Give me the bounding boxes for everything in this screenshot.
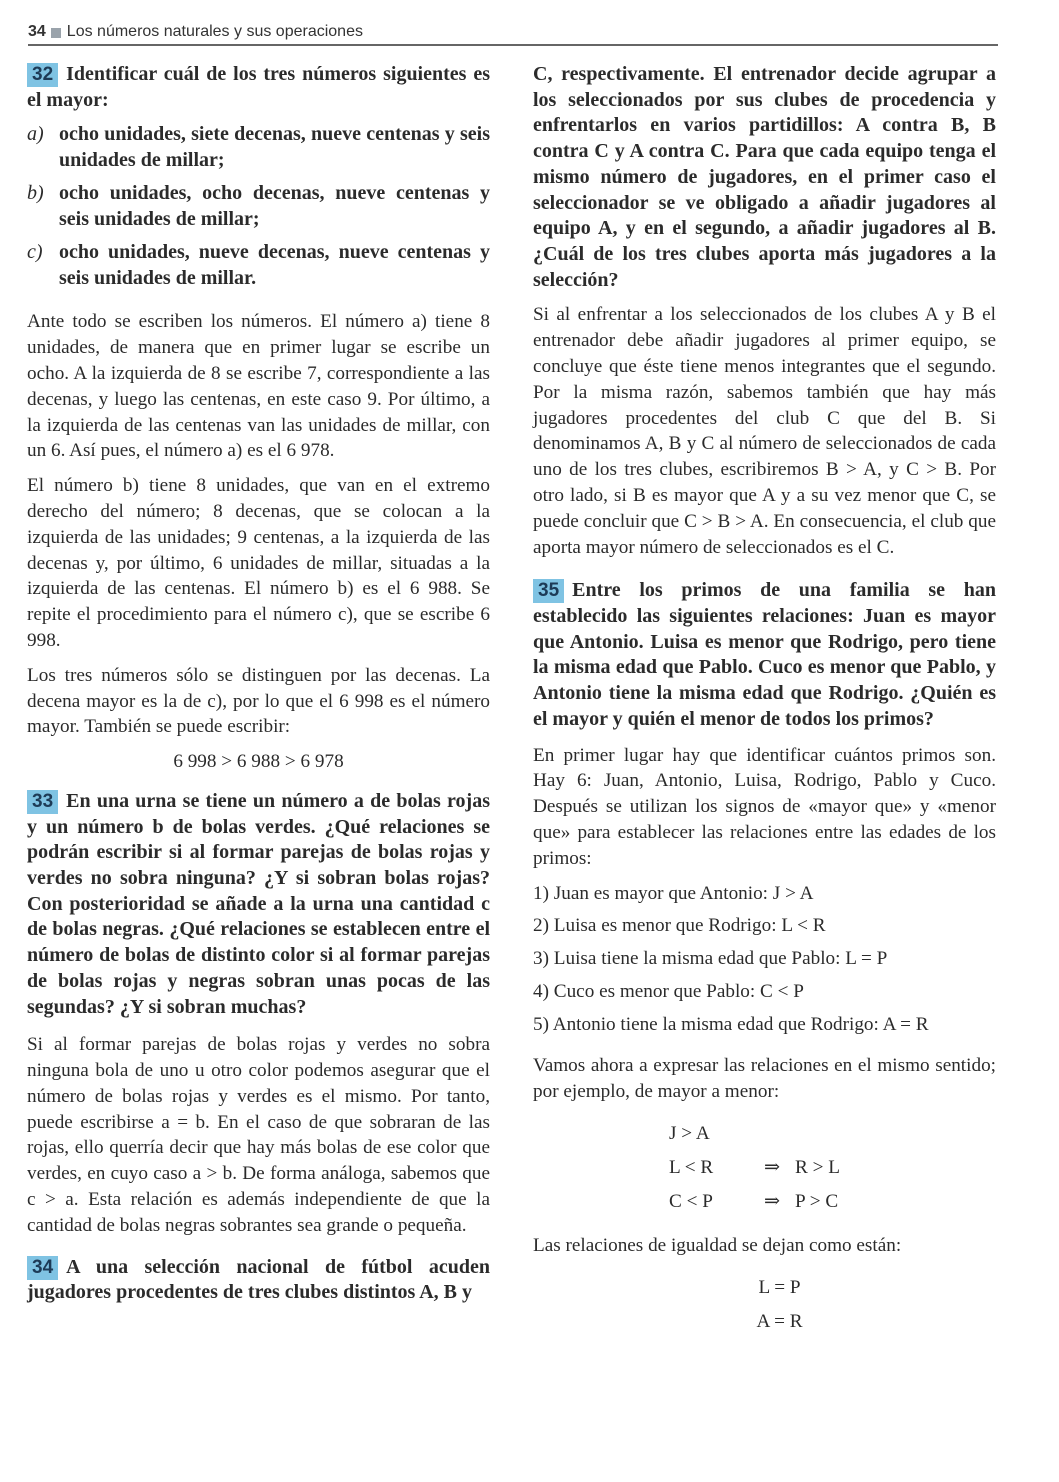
list-item: 1) Juan es mayor que Antonio: J > A	[533, 882, 814, 904]
list-item: 5) Antonio tiene la misma edad que Rodrigo: A = R	[533, 1013, 929, 1035]
option-c: c) ocho unidades, nueve decenas, nueve centenas y seis unidades de millar.	[27, 241, 490, 289]
problem-34-continuation: C, respectivamente. El entrenador decide agrupar a los seleccionados por sus clubes de procedencia y enfrentarlos en varios partidillos: A contra B, B contra C y A contra C. Para que cada equipo tenga el mismo número de jugadores, en el primer caso el seleccionador se ve obligado a añadir jugadores al equipo A, y en el segundo, a añadir jugadores al B. ¿Cuál de los tres clubes aporta más jugadores a la selección?	[533, 63, 996, 291]
answer-paragraph: Vamos ahora a expresar las relaciones en el mismo sentido; por ejemplo, de mayor a menor:	[533, 1055, 996, 1103]
answer-paragraph: Las relaciones de igualdad se dejan como están:	[533, 1235, 902, 1257]
implies-icon: ⇒	[763, 1157, 781, 1179]
answer-paragraph: Si al formar parejas de bolas rojas y verdes no sobra ninguna bola de uno u otro color podemos asegurar que el número de bolas rojas y verdes es el mismo. Por tanto, puede escribirse a = b. En el caso de que sobraran de las rojas, ello querría decir que hay más bolas de ese color que verdes, en cuyo caso a > b. De forma análoga, sabemos que c > a. Esta relación es además independiente de que la cantidad de bolas negras sobrantes sea grande o pequeña.	[27, 1034, 490, 1236]
problem-35-question: 35 Entre los primos de una familia se han establecido las siguientes relaciones: Juan es mayor que Antonio. Luisa es menor que Rodrigo, pero tiene la misma edad que Pablo. Cuco es menor que Pablo, y Antonio tiene la misma edad que Rodrigo. ¿Quién es el mayor y quién el menor de todos los primos?	[533, 579, 996, 730]
problem-number-badge: 32	[27, 63, 58, 87]
problem-number-badge: 33	[27, 790, 58, 814]
problem-number-badge: 34	[27, 1256, 58, 1280]
problem-33-question: 33 En una urna se tiene un número a de bolas rojas y un número b de bolas verdes. ¿Qué relaciones se podrán escribir si al formar parejas de bolas rojas y verdes no sobra ninguna? ¿Y si sobran bolas rojas? Con posterioridad se añade a la urna una cantidad c de bolas negras. ¿Qué relaciones se establecen entre el número de bolas de distinto color si al formar parejas de bolas rojas y negras sobran unas pocas de las segundas? ¿Y si sobran muchas?	[27, 789, 490, 1018]
answer-paragraph: Si al enfrentar a los seleccionados de los clubes A y B el entrenador debe añadir jugadores al primer equipo, se concluye que éste tiene menos integrantes que el segundo. Por la misma razón, sabemos también que hay más jugadores procedentes del club C que del B. Si denominamos A, B y C al número de seleccionados de cada uno de los tres clubes, escribiremos B > A, y C > B. Por otro lado, si B es mayor que A y a su vez menor que C, se puede concluir que C > B > A. En consecuencia, el club que aporta mayor número de seleccionados es el C.	[533, 304, 996, 558]
relations-list	[533, 881, 996, 1038]
equality: L = P	[758, 1276, 801, 1298]
list-item: 2) Luisa es menor que Rodrigo: L < R	[533, 915, 826, 937]
header-square-icon	[51, 28, 61, 38]
problem-32-question: 32 Identificar cuál de los tres números siguientes es el mayor:	[27, 63, 490, 111]
problem-number-badge: 35	[533, 579, 564, 603]
page-number: 34	[28, 23, 46, 40]
relation-row: L < R ⇒ R > L	[669, 1151, 996, 1185]
page-header	[28, 18, 998, 46]
right-column	[533, 62, 996, 1339]
relation-row: J > A	[669, 1123, 710, 1145]
relation-row: C < P ⇒ P > C	[669, 1185, 996, 1219]
chapter-title: Los números naturales y sus operaciones	[66, 23, 363, 40]
option-a: a) ocho unidades, siete decenas, nueve centenas y seis unidades de millar;	[27, 123, 490, 171]
problem-34-question: 34 A una selección nacional de fútbol acuden jugadores procedentes de tres clubes distintos A, B y	[27, 1255, 490, 1304]
answer-paragraph: Los tres números sólo se distinguen por las decenas. La decena mayor es la de c), por lo que el 6 998 es el número mayor. También se puede escribir:	[27, 664, 490, 738]
option-b: b) ocho unidades, ocho decenas, nueve centenas y seis unidades de millar;	[27, 182, 490, 230]
relations-block	[669, 1117, 996, 1219]
inequality-formula: 6 998 > 6 988 > 6 978	[173, 751, 344, 773]
left-column	[27, 62, 490, 1315]
equality: A = R	[756, 1310, 803, 1332]
answer-paragraph: En primer lugar hay que identificar cuántos primos son. Hay 6: Juan, Antonio, Luisa, Rodrigo, Pablo y Cuco. Después se utilizan los signos de «mayor que» y «menor que» para establecer las relaciones entre las edades de los primos:	[533, 744, 996, 869]
answer-paragraph: El número b) tiene 8 unidades, que van en el extremo derecho del número; 8 decenas, que se colocan a la izquierda de las unidades; 9 centenas, a la izquierda de las decenas y, por último, 6 unidades de millar, situadas a la izquierda de las centenas. El número b) es el 6 988. Se repite el procedimiento para el número c), que se escribe 6 998.	[27, 475, 490, 651]
list-item: 4) Cuco es menor que Pablo: C < P	[533, 980, 804, 1002]
list-item: 3) Luisa tiene la misma edad que Pablo: L = P	[533, 948, 888, 970]
implies-icon: ⇒	[763, 1191, 781, 1213]
answer-paragraph: Ante todo se escriben los números. El número a) tiene 8 unidades, de manera que en primer lugar se escribe un ocho. A la izquierda de 8 se escribe 7, correspondiente a las decenas, y luego las centenas, en este caso 9. Por último, a la izquierda de las centenas van las unidades de millar, con un 6. Así pues, el número a) es el 6 978.	[27, 311, 490, 462]
equalities-block	[533, 1271, 996, 1339]
